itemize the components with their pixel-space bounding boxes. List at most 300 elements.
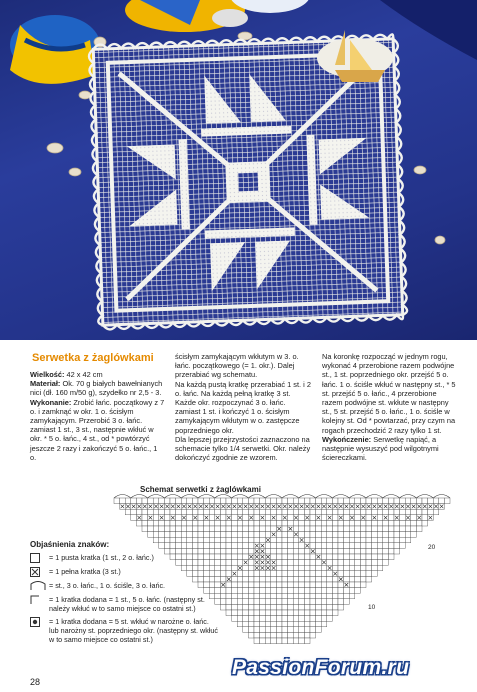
grid-cell: [349, 554, 355, 560]
grid-cell: [360, 560, 366, 566]
grid-cell: [310, 588, 316, 594]
grid-cell: [125, 498, 131, 504]
grid-cell: [338, 509, 344, 515]
grid-cell: [232, 548, 238, 554]
grid-cell: [288, 560, 294, 566]
grid-cell: [304, 565, 310, 571]
grid-cell: [276, 515, 282, 521]
grid-cell: [360, 571, 366, 577]
grid-cell: [265, 582, 271, 588]
grid-cell: [299, 571, 305, 577]
grid-cell: [344, 576, 350, 582]
grid-cell: [276, 548, 282, 554]
grid-cell: [276, 604, 282, 610]
grid-cell: [310, 565, 316, 571]
grid-cell: [260, 621, 266, 627]
grid-cell: [288, 515, 294, 521]
grid-cell: [411, 526, 417, 532]
grid-cell: [338, 554, 344, 560]
grid-cell: [164, 520, 170, 526]
grid-cell: [299, 515, 305, 521]
grid-cell: [276, 520, 282, 526]
grid-cell: [388, 554, 394, 560]
grid-cell: [187, 520, 193, 526]
grid-cell: [282, 616, 288, 622]
grid-cell: [316, 548, 322, 554]
grid-cell: [321, 520, 327, 526]
grid-cell: [321, 604, 327, 610]
grid-cell: [260, 532, 266, 538]
grid-cell: [344, 498, 350, 504]
grid-cell: [293, 509, 299, 515]
grid-cell: [360, 543, 366, 549]
grid-cell: [288, 565, 294, 571]
grid-cell: [299, 593, 305, 599]
grid-cell: [232, 498, 238, 504]
grid-cell: [176, 532, 182, 538]
grid-cell: [237, 520, 243, 526]
grid-cell: [321, 537, 327, 543]
grid-cell: [416, 526, 422, 532]
grid-cell: [254, 526, 260, 532]
grid-cell: [400, 515, 406, 521]
grid-cell: [299, 543, 305, 549]
grid-cell: [276, 632, 282, 638]
grid-cell: [282, 582, 288, 588]
grid-cell: [254, 532, 260, 538]
grid-cell: [176, 515, 182, 521]
grid-cell: [360, 532, 366, 538]
grid-cell: [411, 498, 417, 504]
grid-cell: [254, 498, 260, 504]
grid-cell: [232, 565, 238, 571]
grid-cell: [232, 599, 238, 605]
grid-cell: [265, 543, 271, 549]
grid-cell: [355, 565, 361, 571]
grid-cell: [282, 548, 288, 554]
grid-cell: [299, 576, 305, 582]
legend-item-empty-square: [30, 553, 220, 563]
grid-cell: [288, 621, 294, 627]
grid-cell: [310, 582, 316, 588]
doily-photo-illustration: [0, 0, 477, 340]
grid-cell: [332, 588, 338, 594]
grid-cell: [265, 610, 271, 616]
watermark-logo: PassionForum.ru: [232, 656, 410, 679]
grid-cell: [293, 565, 299, 571]
grid-cell: [377, 532, 383, 538]
grid-cell: [377, 565, 383, 571]
legend-item-added-square: [30, 595, 220, 613]
grid-cell: [416, 498, 422, 504]
grid-cell: [310, 621, 316, 627]
grid-cell: [360, 537, 366, 543]
grid-cell: [349, 548, 355, 554]
grid-cell: [349, 576, 355, 582]
grid-cell: [181, 498, 187, 504]
grid-cell: [372, 526, 378, 532]
grid-cell: [349, 526, 355, 532]
grid-cell: [316, 582, 322, 588]
grid-cell: [316, 599, 322, 605]
grid-cell: [299, 582, 305, 588]
grid-cell: [310, 532, 316, 538]
grid-cell: [226, 593, 232, 599]
grid-cell: [243, 599, 249, 605]
grid-cell: [232, 554, 238, 560]
grid-cell: [299, 588, 305, 594]
grid-cell: [332, 565, 338, 571]
grid-cell: [299, 621, 305, 627]
grid-cell: [422, 515, 428, 521]
grid-cell: [226, 548, 232, 554]
grid-cell: [248, 526, 254, 532]
grid-cell: [372, 520, 378, 526]
grid-cell: [327, 576, 333, 582]
grid-cell: [299, 526, 305, 532]
grid-cell: [383, 509, 389, 515]
grid-cell: [198, 509, 204, 515]
grid-cell: [377, 498, 383, 504]
grid-cell: [338, 571, 344, 577]
grid-cell: [271, 554, 277, 560]
grid-cell: [271, 593, 277, 599]
grid-cell: [271, 604, 277, 610]
grid-cell: [215, 509, 221, 515]
grid-cell: [226, 565, 232, 571]
grid-cell: [372, 498, 378, 504]
grid-cell: [321, 554, 327, 560]
grid-cell: [142, 526, 148, 532]
edge-arc: [215, 495, 232, 499]
grid-cell: [176, 498, 182, 504]
grid-cell: [316, 621, 322, 627]
grid-cell: [310, 610, 316, 616]
grid-cell: [321, 582, 327, 588]
grid-cell: [327, 537, 333, 543]
grid-cell: [332, 582, 338, 588]
grid-cell: [327, 509, 333, 515]
grid-cell: [260, 571, 266, 577]
grid-cell: [153, 515, 159, 521]
grid-cell: [327, 526, 333, 532]
col3-paragraph-1: Na koronkę rozpocząć w jednym rogu, wykonać 4 przerobione razem podwójne st., 1 st. poprzedniego okr. przejść 5 o. łańc. 1 o. ściśle wkłuć w następny st., * 5 st. przejść 5 o. łańc., 4 przerobione razem podwójne st. wkłute w następny st., 5 st. przejść 5 o. łańc., 1 o. ściśle w kolejny st. Od * powtarzać, przy czym na rogach przechodzić 2 razy tylko 1 st.: [322, 352, 456, 435]
grid-cell: [310, 560, 316, 566]
grid-cell: [321, 576, 327, 582]
grid-cell: [271, 616, 277, 622]
grid-cell: [243, 526, 249, 532]
grid-cell: [198, 498, 204, 504]
grid-cell: [265, 593, 271, 599]
grid-cell: [243, 543, 249, 549]
grid-cell: [388, 543, 394, 549]
grid-cell: [349, 509, 355, 515]
grid-cell: [260, 498, 266, 504]
grid-cell: [304, 560, 310, 566]
grid-cell: [405, 509, 411, 515]
grid-cell: [304, 616, 310, 622]
grid-cell: [204, 520, 210, 526]
grid-cell: [310, 632, 316, 638]
grid-cell: [288, 638, 294, 644]
grid-cell: [260, 593, 266, 599]
grid-cell: [131, 515, 137, 521]
grid-cell: [299, 560, 305, 566]
grid-cell: [215, 498, 221, 504]
grid-cell: [237, 576, 243, 582]
grid-cell: [248, 576, 254, 582]
grid-cell: [276, 616, 282, 622]
grid-cell: [321, 532, 327, 538]
grid-cell: [226, 509, 232, 515]
grid-cell: [405, 526, 411, 532]
grid-cell: [316, 616, 322, 622]
grid-cell: [310, 543, 316, 549]
grid-cell: [321, 621, 327, 627]
col2-paragraph-1: ścisłym zamykającym wkłutym w 3. o. łańc. początkowego (= 1. okr.). Dalej przerabiać wg schematu.: [175, 352, 299, 380]
grid-cell: [349, 582, 355, 588]
grid-cell: [344, 599, 350, 605]
grid-cell: [276, 498, 282, 504]
grid-cell: [254, 509, 260, 515]
grid-cell: [226, 599, 232, 605]
edge-arc: [299, 495, 316, 499]
grid-cell: [400, 520, 406, 526]
added-square-icon: [30, 595, 46, 605]
grid-cell: [310, 599, 316, 605]
execution-value: Zrobić łańc. początkowy z 7 o. i zamknąć w okr. 1 o. ścisłym zamykającym. Przerobić 3 o. łańc. zamiast 1 st., 3 st., następnie wkłuć w okr. * 5 o. łańc., 4 st., od * powtórzyć jeszcze 2 razy i zakończyć 5 o. łańc., 1 o.: [30, 397, 165, 462]
grid-cell: [282, 632, 288, 638]
grid-cell: [366, 498, 372, 504]
grid-cell: [243, 571, 249, 577]
material-label: Materiał:: [30, 379, 61, 389]
grid-cell: [276, 621, 282, 627]
grid-cell: [142, 509, 148, 515]
grid-cell: [159, 509, 165, 515]
grid-cell: [254, 599, 260, 605]
grid-cell: [232, 543, 238, 549]
grid-cell: [332, 520, 338, 526]
grid-cell: [316, 593, 322, 599]
grid-cell: [209, 532, 215, 538]
grid-cell: [411, 515, 417, 521]
grid-cell: [164, 532, 170, 538]
grid-cell: [232, 515, 238, 521]
grid-cell: [220, 537, 226, 543]
grid-cell: [142, 498, 148, 504]
grid-cell: [316, 543, 322, 549]
grid-cell: [344, 532, 350, 538]
grid-cell: [310, 498, 316, 504]
grid-cell: [271, 627, 277, 633]
grid-cell: [209, 520, 215, 526]
grid-cell: [226, 520, 232, 526]
grid-cell: [360, 520, 366, 526]
grid-cell: [355, 543, 361, 549]
grid-cell: [338, 498, 344, 504]
grid-cell: [293, 543, 299, 549]
grid-cell: [232, 509, 238, 515]
grid-cell: [125, 509, 131, 515]
edge-arc: [316, 495, 333, 499]
grid-cell: [366, 543, 372, 549]
grid-cell: [276, 576, 282, 582]
grid-cell: [360, 565, 366, 571]
grid-cell: [271, 610, 277, 616]
grid-cell: [248, 632, 254, 638]
grid-cell: [254, 638, 260, 644]
grid-cell: [232, 593, 238, 599]
grid-cell: [260, 604, 266, 610]
grid-cell: [304, 582, 310, 588]
grid-cell: [321, 588, 327, 594]
grid-cell: [316, 576, 322, 582]
grid-cell: [226, 537, 232, 543]
grid-cell: [232, 610, 238, 616]
grid-cell: [220, 515, 226, 521]
grid-cell: [366, 509, 372, 515]
grid-cell: [198, 515, 204, 521]
grid-cell: [271, 509, 277, 515]
grid-cell: [394, 520, 400, 526]
grid-cell: [282, 509, 288, 515]
grid-cell: [170, 526, 176, 532]
grid-cell: [310, 526, 316, 532]
grid-cell: [360, 582, 366, 588]
grid-cell: [400, 532, 406, 538]
grid-cell: [310, 593, 316, 599]
edge-arc: [181, 495, 198, 499]
grid-cell: [276, 588, 282, 594]
grid-cell: [344, 593, 350, 599]
grid-cell: [388, 548, 394, 554]
grid-cell: [148, 509, 154, 515]
grid-cell: [355, 582, 361, 588]
grid-cell: [405, 537, 411, 543]
grid-cell: [271, 537, 277, 543]
grid-cell: [293, 632, 299, 638]
grid-cell: [114, 498, 120, 504]
grid-cell: [226, 604, 232, 610]
grid-cell: [394, 532, 400, 538]
grid-cell: [332, 537, 338, 543]
grid-cell: [248, 537, 254, 543]
grid-cell: [293, 588, 299, 594]
grid-cell: [232, 616, 238, 622]
grid-cell: [271, 638, 277, 644]
grid-cell: [248, 627, 254, 633]
grid-cell: [304, 638, 310, 644]
grid-cell: [321, 526, 327, 532]
grid-cell: [260, 526, 266, 532]
grid-cell: [338, 565, 344, 571]
grid-cell: [304, 576, 310, 582]
grid-cell: [327, 571, 333, 577]
grid-cell: [332, 526, 338, 532]
grid-cell: [159, 532, 165, 538]
grid-cell: [282, 599, 288, 605]
grid-cell: [327, 588, 333, 594]
grid-cell: [304, 526, 310, 532]
grid-cell: [260, 537, 266, 543]
grid-cell: [276, 571, 282, 577]
grid-cell: [271, 571, 277, 577]
grid-cell: [355, 537, 361, 543]
grid-cell: [282, 554, 288, 560]
grid-cell: [338, 532, 344, 538]
grid-cell: [288, 498, 294, 504]
grid-cell: [265, 509, 271, 515]
grid-cell: [271, 632, 277, 638]
grid-cell: [316, 520, 322, 526]
grid-cell: [372, 554, 378, 560]
grid-cell: [243, 498, 249, 504]
grid-cell: [282, 560, 288, 566]
grid-cell: [332, 515, 338, 521]
grid-cell: [316, 571, 322, 577]
grid-cell: [327, 543, 333, 549]
grid-cell: [433, 498, 439, 504]
grid-cell: [164, 498, 170, 504]
grid-cell: [276, 638, 282, 644]
grid-cell: [316, 498, 322, 504]
grid-cell: [344, 537, 350, 543]
grid-cell: [243, 604, 249, 610]
grid-cell: [338, 543, 344, 549]
grid-cell: [265, 520, 271, 526]
grid-cell: [344, 515, 350, 521]
grid-cell: [293, 616, 299, 622]
grid-cell: [232, 532, 238, 538]
grid-cell: [243, 548, 249, 554]
grid-cell: [293, 560, 299, 566]
grid-cell: [299, 554, 305, 560]
grid-cell: [428, 498, 434, 504]
grid-cell: [288, 509, 294, 515]
grid-cell: [377, 554, 383, 560]
legend-item-arc: [30, 581, 220, 591]
grid-cell: [136, 498, 142, 504]
grid-cell: [248, 543, 254, 549]
grid-cell: [366, 565, 372, 571]
grid-cell: [310, 604, 316, 610]
grid-cell: [355, 560, 361, 566]
grid-cell: [299, 532, 305, 538]
grid-cell: [366, 526, 372, 532]
edge-arc: [400, 495, 417, 499]
grid-cell: [181, 509, 187, 515]
grid-cell: [388, 532, 394, 538]
grid-cell: [355, 588, 361, 594]
grid-cell: [349, 537, 355, 543]
grid-cell: [428, 509, 434, 515]
grid-cell: [394, 509, 400, 515]
grid-cell: [243, 610, 249, 616]
grid-cell: [254, 582, 260, 588]
grid-cell: [192, 509, 198, 515]
grid-cell: [120, 498, 126, 504]
grid-cell: [260, 599, 266, 605]
grid-cell: [344, 520, 350, 526]
grid-cell: [316, 604, 322, 610]
grid-cell: [394, 526, 400, 532]
grid-cell: [304, 599, 310, 605]
grid-cell: [293, 638, 299, 644]
grid-cell: [422, 498, 428, 504]
grid-cell: [260, 638, 266, 644]
grid-cell: [282, 571, 288, 577]
edge-arc: [198, 495, 215, 499]
